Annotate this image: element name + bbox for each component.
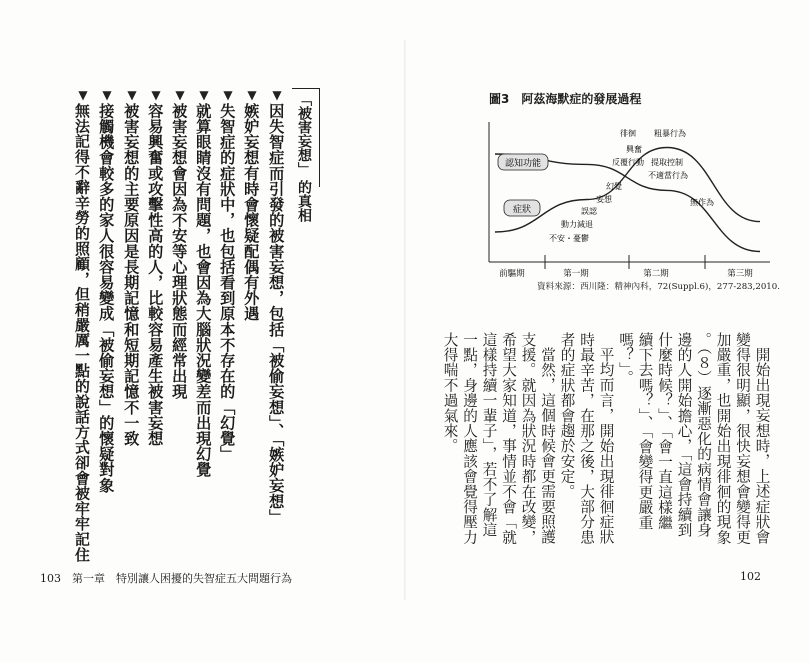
left-page-footer: 103 第一章 特別讓人困擾的失智症五大問題行為 xyxy=(40,572,292,585)
figure-title: 圖3 阿茲海默症的發展過程 xyxy=(489,92,642,106)
annotation: 興奮 xyxy=(626,145,642,154)
bullet-icon: ▼ xyxy=(223,88,233,102)
bullet-icon: ▼ xyxy=(247,88,257,102)
figure-source: 資料來源：西川隆：精神內科，72(Suppl.6)，277-283,2010. xyxy=(537,282,780,292)
text-column: 者的症狀都會趨於安定。 xyxy=(558,332,576,500)
x-tick-label: 第三期 xyxy=(727,269,753,279)
x-tick-label: 第二期 xyxy=(643,269,669,279)
text-column: 一點，身邊的人應該會覺得壓力 xyxy=(461,332,479,545)
list-item: 失智症的症狀中，也包括看到原本不存在的「幻覺」 xyxy=(218,103,237,462)
bullet-icon: ▼ xyxy=(102,88,112,102)
text-column: 平均而言，開始出現徘徊症狀 xyxy=(597,347,615,545)
annotation: 反覆行動 xyxy=(612,158,644,167)
annotation: 不安・憂鬱 xyxy=(549,234,589,243)
list-item: 因失智症而引發的被害妄想，包括「被偷妄想」、「嫉妒妄想」 xyxy=(267,103,286,525)
text-column: 。（８）逐漸惡化的病情會讓身 xyxy=(695,332,713,538)
text-column: 大得喘不過氣來。 xyxy=(441,332,459,454)
text-column: 邊的人開始擔心，「這會持續到 xyxy=(675,332,693,538)
text-column: 加嚴重，也開始出現徘徊的現象 xyxy=(714,332,732,545)
annotation: 動力減退 xyxy=(561,220,593,229)
series-label-cognitive: 認知功能 xyxy=(504,159,542,169)
text-column: 時最辛苦，在那之後，大部分患 xyxy=(578,332,596,545)
annotation: 提取控制 xyxy=(651,158,683,167)
x-tick-label: 前驅期 xyxy=(499,269,525,279)
list-item: 被害妄想會因為不安等心理狀態而經常出現 xyxy=(170,103,189,400)
annotation: 徘徊 xyxy=(620,129,636,138)
bullet-icon: ▼ xyxy=(78,88,88,102)
list-item: 就算眼睛沒有問題，也會因為大腦狀況變差而出現幻覺 xyxy=(194,103,213,478)
text-column: 希望大家知道，事情並不會「就 xyxy=(500,332,518,545)
text-column: 續下去嗎？」、「會變得更嚴重 xyxy=(636,332,654,531)
text-column: 開始出現妄想時，上述症狀會 xyxy=(753,347,771,545)
right-page-footer: 102 xyxy=(740,570,761,583)
bullet-icon: ▼ xyxy=(175,88,185,102)
section-heading: 「被害妄想」 xyxy=(296,92,312,176)
list-item: 接觸機會較多的家人很容易變成「被偷妄想」的懷疑對象 xyxy=(97,103,116,493)
text-column: 支援。就因為狀況時都在改變， xyxy=(519,332,537,545)
list-item: 容易興奮或攻擊性高的人，比較容易產生被害妄想 xyxy=(146,103,165,447)
series-label-symptoms: 症狀 xyxy=(512,205,532,215)
bullet-icon: ▼ xyxy=(199,88,209,102)
annotation: 妄想 xyxy=(596,195,612,204)
text-column: 什麼時候？」、「會一直這樣繼 xyxy=(656,332,674,531)
annotation: 不適當行為 xyxy=(648,171,688,180)
annotation: 粗暴行為 xyxy=(654,129,686,138)
bullet-icon: ▼ xyxy=(127,88,137,102)
annotation: 幻覺 xyxy=(606,182,622,191)
list-item: 無法記得不辭辛勞的照顧，但稍嚴厲一點的說話方式卻會被牢牢記住 xyxy=(72,103,91,562)
annotation: 誤認 xyxy=(581,207,597,216)
section-heading-suffix: 的真相 xyxy=(296,180,312,222)
x-tick-label: 第一期 xyxy=(563,269,589,279)
list-item: 嫉妒妄想有時會懷疑配偶有外遇 xyxy=(242,103,261,322)
annotation: 無作為 xyxy=(690,198,714,207)
text-column: 當然，這個時候會更需要照護 xyxy=(539,347,557,545)
text-column: 變得很明顯，很快妄想會變得更 xyxy=(734,332,752,545)
bullet-icon: ▼ xyxy=(272,88,282,102)
text-column: 這樣持續一輩子」，若不了解這 xyxy=(480,332,498,538)
text-column: 嗎？」。 xyxy=(617,332,635,386)
bullet-icon: ▼ xyxy=(151,88,161,102)
list-item: 被害妄想的主要原因是長期記憶和短期記憶不一致 xyxy=(122,103,141,447)
